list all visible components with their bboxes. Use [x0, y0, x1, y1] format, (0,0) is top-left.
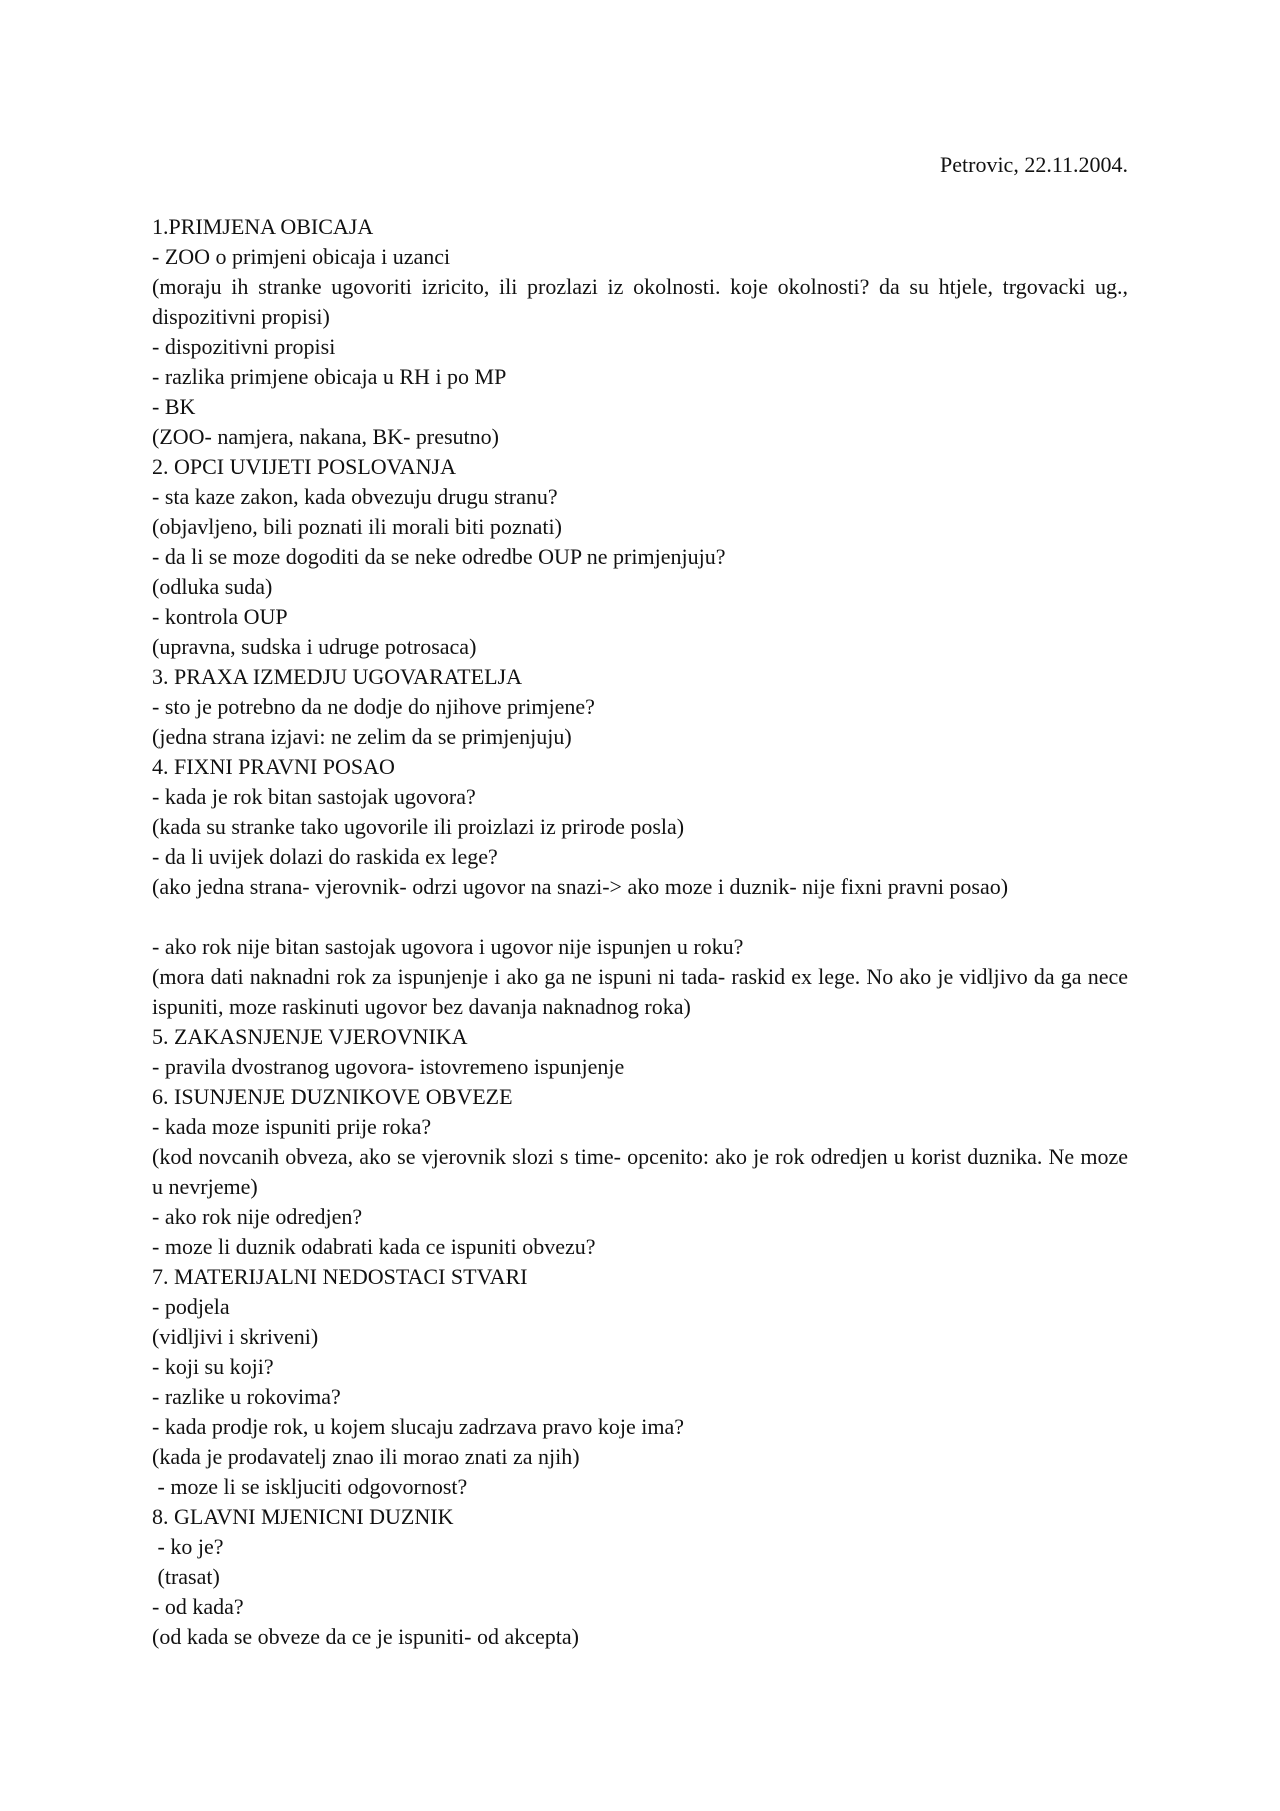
- question-line: - ako rok nije bitan sastojak ugovora i ugovor nije ispunjen u roku?: [152, 934, 744, 959]
- section-heading: 1.PRIMJENA OBICAJA: [152, 214, 374, 239]
- answer-line: (odluka suda): [152, 574, 273, 599]
- answer-line: (trasat): [152, 1564, 220, 1589]
- question-line: - kada je rok bitan sastojak ugovora?: [152, 784, 476, 809]
- section-heading: 4. FIXNI PRAVNI POSAO: [152, 754, 395, 779]
- question-line: - pravila dvostranog ugovora- istovremeno ispunjenje: [152, 1054, 625, 1079]
- question-line: - ako rok nije odredjen?: [152, 1204, 363, 1229]
- answer-line: (od kada se obveze da ce je ispuniti- od akcepta): [152, 1624, 579, 1649]
- section-heading: 3. PRAXA IZMEDJU UGOVARATELJA: [152, 664, 522, 689]
- section-heading: 8. GLAVNI MJENICNI DUZNIK: [152, 1504, 454, 1529]
- answer-line: (kod novcanih obveza, ako se vjerovnik slozi s time- opcenito: ako je rok odredjen u korist duznika. Ne moze u nevrjeme): [152, 1144, 1128, 1199]
- question-line: - razlika primjene obicaja u RH i po MP: [152, 364, 507, 389]
- answer-line: (kada je prodavatelj znao ili morao znati za njih): [152, 1444, 580, 1469]
- section-heading: 7. MATERIJALNI NEDOSTACI STVARI: [152, 1264, 528, 1289]
- question-line: - podjela: [152, 1294, 230, 1319]
- question-line: - ko je?: [152, 1534, 224, 1559]
- section-heading: 5. ZAKASNJENJE VJEROVNIKA: [152, 1024, 468, 1049]
- question-line: - moze li se iskljuciti odgovornost?: [152, 1474, 468, 1499]
- question-line: - kada moze ispuniti prije roka?: [152, 1114, 432, 1139]
- question-line: - da li uvijek dolazi do raskida ex lege?: [152, 844, 498, 869]
- question-line: - kontrola OUP: [152, 604, 288, 629]
- question-line: - sta kaze zakon, kada obvezuju drugu stranu?: [152, 484, 558, 509]
- question-line: - sto je potrebno da ne dodje do njihove primjene?: [152, 694, 595, 719]
- question-line: - da li se moze dogoditi da se neke odredbe OUP ne primjenjuju?: [152, 544, 726, 569]
- question-line: - moze li duznik odabrati kada ce ispuniti obvezu?: [152, 1234, 596, 1259]
- answer-line: (ako jedna strana- vjerovnik- odrzi ugovor na snazi-> ako moze i duznik- nije fixni pravni posao): [152, 874, 1009, 899]
- question-line: - koji su koji?: [152, 1354, 274, 1379]
- question-line: - od kada?: [152, 1594, 244, 1619]
- question-line: - kada prodje rok, u kojem slucaju zadrzava pravo koje ima?: [152, 1414, 685, 1439]
- answer-line: (upravna, sudska i udruge potrosaca): [152, 634, 477, 659]
- section-heading: 6. ISUNJENJE DUZNIKOVE OBVEZE: [152, 1084, 513, 1109]
- answer-line: (mora dati naknadni rok za ispunjenje i ako ga ne ispuni ni tada- raskid ex lege. No ako je vidljivo da ga nece ispuniti, moze raskinuti ugovor bez davanja naknadnog roka): [152, 964, 1128, 1019]
- answer-line: (kada su stranke tako ugovorile ili proizlazi iz prirode posla): [152, 814, 685, 839]
- question-line: - dispozitivni propisi: [152, 334, 336, 359]
- answer-line: (ZOO- namjera, nakana, BK- presutno): [152, 424, 499, 449]
- document-body: [152, 212, 1128, 1652]
- answer-line: (objavljeno, bili poznati ili morali biti poznati): [152, 514, 562, 539]
- answer-line: (jedna strana izjavi: ne zelim da se primjenjuju): [152, 724, 572, 749]
- author-date-header: Petrovic, 22.11.2004.: [940, 152, 1128, 177]
- section-heading: 2. OPCI UVIJETI POSLOVANJA: [152, 454, 456, 479]
- question-line: - BK: [152, 394, 196, 419]
- question-line: - razlike u rokovima?: [152, 1384, 341, 1409]
- answer-line: (vidljivi i skriveni): [152, 1324, 319, 1349]
- answer-line: (moraju ih stranke ugovoriti izricito, ili prozlazi iz okolnosti. koje okolnosti? da su htjele, trgovacki ug., dispozitivni propisi): [152, 274, 1128, 329]
- question-line: - ZOO o primjeni obicaja i uzanci: [152, 244, 451, 269]
